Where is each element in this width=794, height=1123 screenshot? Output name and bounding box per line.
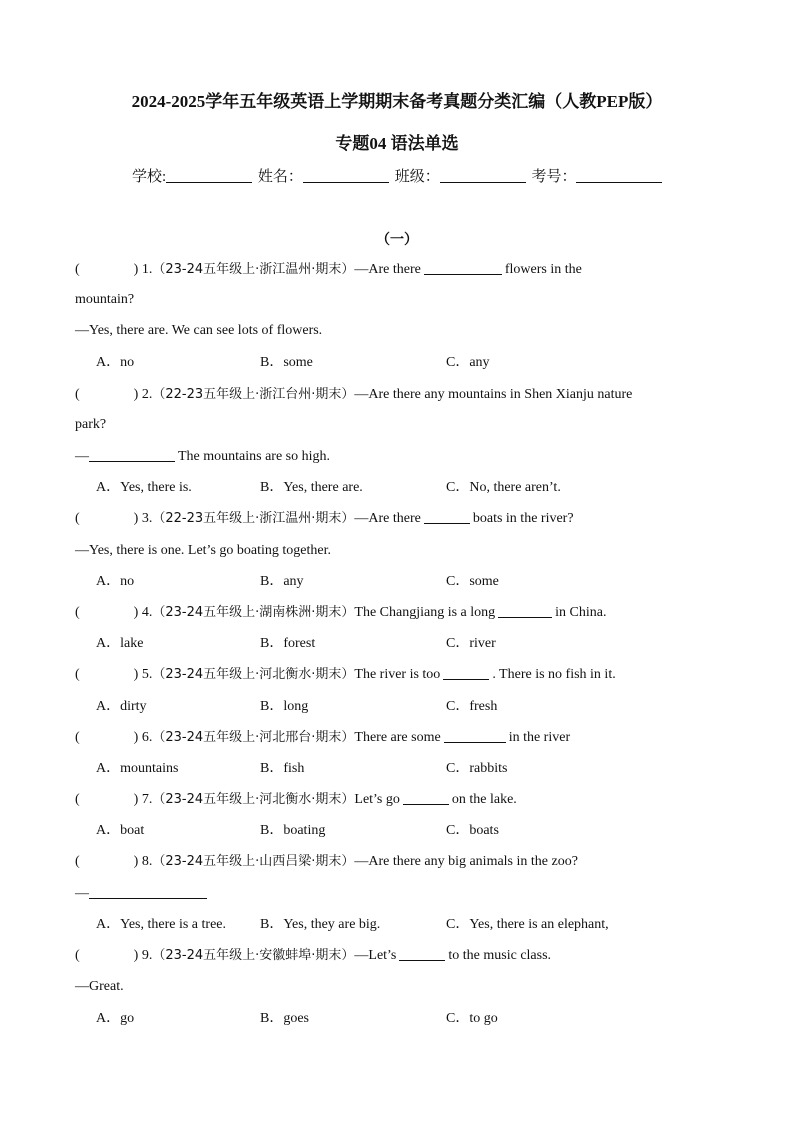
school-blank[interactable]	[166, 168, 252, 183]
question-source: （23-24五年级上·山西吕梁·期末）	[152, 854, 355, 869]
page-subtitle: 专题04 语法单选	[335, 134, 459, 153]
option-a[interactable]: A．lake	[96, 636, 144, 651]
option-c[interactable]: C．Yes, there is an elephant,	[446, 917, 609, 932]
question-8: ( ) 8.（23-24五年级上·山西吕梁·期末）—Are there any big animals in the zoo?	[75, 854, 578, 869]
option-b[interactable]: B．any	[260, 574, 304, 589]
option-a[interactable]: A．no	[96, 355, 135, 370]
question-9-dialogue: —Great.	[75, 979, 124, 994]
fill-blank[interactable]	[424, 261, 502, 275]
section-heading: （一）	[376, 233, 418, 248]
option-c[interactable]: C．No, there aren’t.	[446, 480, 561, 495]
question-2-continued: park?	[75, 417, 107, 432]
fill-blank[interactable]	[443, 666, 489, 680]
option-a[interactable]: A．dirty	[96, 699, 147, 714]
fill-blank[interactable]	[424, 510, 470, 524]
option-a[interactable]: A．Yes, there is a tree.	[96, 917, 226, 932]
exam-number-label: 考号：	[531, 169, 577, 185]
question-1-dialogue: —Yes, there are. We can see lots of flowers.	[75, 323, 323, 338]
option-a[interactable]: A．Yes, there is.	[96, 480, 192, 495]
question-9: ( ) 9.（23-24五年级上·安徽蚌埠·期末）—Let’s to the music class.	[75, 948, 552, 963]
question-1-continued: mountain?	[75, 292, 135, 307]
question-source: （23-24五年级上·安徽蚌埠·期末）	[152, 948, 355, 963]
question-source: （22-23五年级上·浙江温州·期末）	[152, 511, 355, 526]
question-source: （23-24五年级上·河北衡水·期末）	[152, 667, 355, 682]
option-b[interactable]: B．some	[260, 355, 313, 370]
option-c[interactable]: C．to go	[446, 1011, 498, 1026]
class-blank[interactable]	[440, 168, 526, 183]
question-3-dialogue: —Yes, there is one. Let’s go boating together.	[75, 543, 331, 558]
exam-number-blank[interactable]	[576, 168, 662, 183]
option-b[interactable]: B．long	[260, 699, 309, 714]
page-title: 2024-2025学年五年级英语上学期期末备考真题分类汇编（人教PEP版）	[131, 92, 663, 111]
question-2-dialogue: — The mountains are so high.	[75, 449, 331, 464]
option-b[interactable]: B．fish	[260, 761, 305, 776]
option-a[interactable]: A．boat	[96, 823, 145, 838]
question-7: ( ) 7.（23-24五年级上·河北衡水·期末）Let’s go on the lake.	[75, 792, 517, 807]
question-source: （23-24五年级上·湖南株洲·期末）	[152, 605, 355, 620]
option-a[interactable]: A．no	[96, 574, 135, 589]
option-b[interactable]: B．boating	[260, 823, 326, 838]
fill-blank[interactable]	[444, 729, 506, 743]
question-source: （23-24五年级上·河北邢台·期末）	[152, 730, 355, 745]
fill-blank[interactable]	[498, 604, 552, 618]
option-c[interactable]: C．some	[446, 574, 499, 589]
fill-blank[interactable]	[403, 791, 449, 805]
name-label: 姓名：	[257, 169, 303, 185]
option-a[interactable]: A．go	[96, 1011, 135, 1026]
question-1: ( ) 1.（23-24五年级上·浙江温州·期末）—Are there flowers in the	[75, 262, 582, 277]
name-blank[interactable]	[303, 168, 389, 183]
option-b[interactable]: B．goes	[260, 1011, 309, 1026]
option-b[interactable]: B．forest	[260, 636, 316, 651]
option-c[interactable]: C．fresh	[446, 699, 498, 714]
option-a[interactable]: A．mountains	[96, 761, 179, 776]
question-5: ( ) 5.（23-24五年级上·河北衡水·期末）The river is too . There is no fish in it.	[75, 667, 616, 682]
class-label: 班级：	[394, 169, 440, 185]
fill-blank[interactable]	[89, 448, 175, 462]
option-c[interactable]: C．river	[446, 636, 496, 651]
question-source: （23-24五年级上·河北衡水·期末）	[152, 792, 355, 807]
question-8-dialogue: —	[75, 885, 210, 903]
option-c[interactable]: C．boats	[446, 823, 499, 838]
student-info-row	[132, 165, 664, 186]
option-b[interactable]: B．Yes, they are big.	[260, 917, 381, 932]
option-b[interactable]: B．Yes, there are.	[260, 480, 363, 495]
question-source: （23-24五年级上·浙江温州·期末）	[152, 262, 355, 277]
fill-blank[interactable]	[399, 947, 445, 961]
option-c[interactable]: C．rabbits	[446, 761, 508, 776]
question-2: ( ) 2.（22-23五年级上·浙江台州·期末）—Are there any mountains in Shen Xianju nature	[75, 387, 633, 402]
fill-blank[interactable]	[89, 885, 207, 899]
school-label: 学校:	[132, 169, 167, 185]
question-source: （22-23五年级上·浙江台州·期末）	[152, 387, 355, 402]
question-4: ( ) 4.（23-24五年级上·湖南株洲·期末）The Changjiang is a long in China.	[75, 605, 607, 620]
question-3: ( ) 3.（22-23五年级上·浙江温州·期末）—Are there boats in the river?	[75, 511, 574, 526]
question-6: ( ) 6.（23-24五年级上·河北邢台·期末）There are some in the river	[75, 730, 571, 745]
option-c[interactable]: C．any	[446, 355, 490, 370]
